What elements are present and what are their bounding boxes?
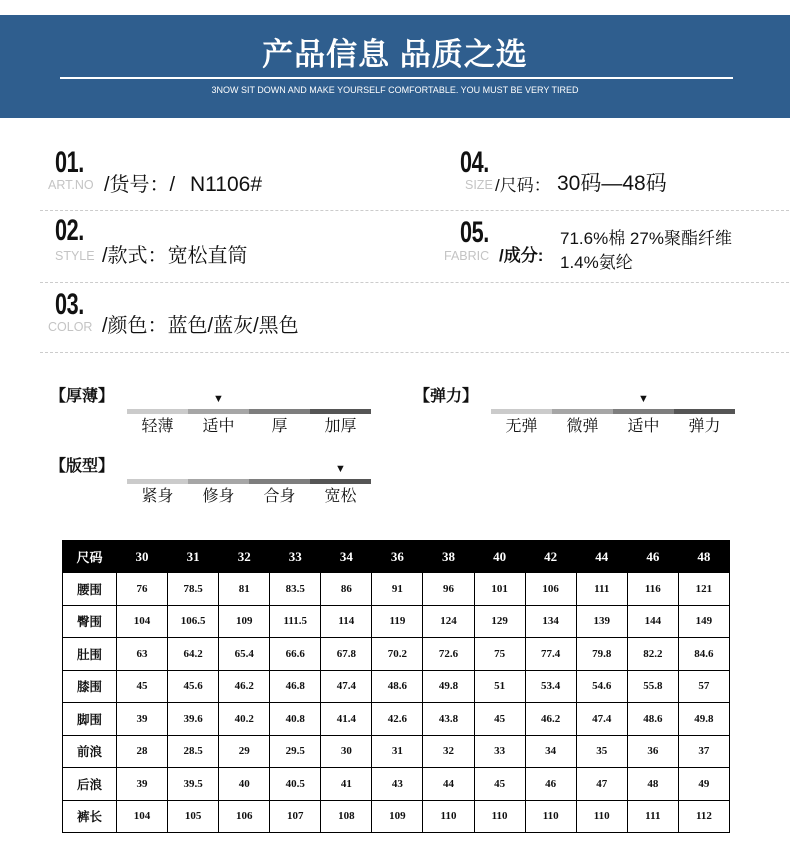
item-number-style: 02. [55,214,84,247]
table-cell: 111 [627,800,678,833]
rating-segment [249,479,310,484]
size-table [62,540,730,833]
rating-level-label: 轻薄 [141,418,174,435]
table-row-label: 裤长 [63,800,117,833]
table-cell: 106.5 [168,605,219,638]
rating-segment [674,409,735,414]
table-cell: 41.4 [321,703,372,736]
rating-bar [127,409,371,414]
rating-labels [127,417,371,437]
table-cell: 111 [576,573,627,606]
rating-segment [310,409,371,414]
table-cell: 53.4 [525,670,576,703]
table-cell: 34 [525,735,576,768]
rating-level-label: 弹力 [688,418,721,435]
header-divider [60,77,733,79]
style-english-label: STYLE [55,249,95,263]
art-no-label: /货号：/ [104,174,176,196]
size-value: 30码—48码 [557,172,667,195]
table-cell: 110 [423,800,474,833]
table-header-size: 40 [474,541,525,573]
table-cell: 101 [474,573,525,606]
table-cell: 37 [678,735,729,768]
table-cell: 105 [168,800,219,833]
rating-level-label: 加厚 [324,418,357,435]
color-english-label: COLOR [48,320,93,334]
table-cell: 110 [576,800,627,833]
table-cell: 39 [117,768,168,801]
table-cell: 106 [219,800,270,833]
table-cell: 81 [219,573,270,606]
table-cell: 119 [372,605,423,638]
table-cell: 39.5 [168,768,219,801]
rating-scale [49,388,371,435]
table-cell: 76 [117,573,168,606]
table-cell: 144 [627,605,678,638]
table-cell: 116 [627,573,678,606]
rating-segment [613,409,674,414]
table-cell: 70.2 [372,638,423,671]
rating-bar [491,409,735,414]
table-cell: 48.6 [627,703,678,736]
table-cell: 110 [525,800,576,833]
table-cell: 124 [423,605,474,638]
rating-level-label: 紧身 [141,488,174,505]
table-cell: 107 [270,800,321,833]
table-cell: 28 [117,735,168,768]
table-header-size: 36 [372,541,423,573]
table-cell: 31 [372,735,423,768]
size-english-label: SIZE [465,178,493,192]
table-cell: 45 [474,703,525,736]
table-cell: 47.4 [576,703,627,736]
table-cell: 109 [219,605,270,638]
table-cell: 104 [117,800,168,833]
table-header-size: 34 [321,541,372,573]
table-cell: 49.8 [678,703,729,736]
table-cell: 47.4 [321,670,372,703]
item-number-size: 04. [460,146,489,179]
item-number-color: 03. [55,288,84,321]
table-cell: 114 [321,605,372,638]
table-cell: 55.8 [627,670,678,703]
rating-level-label: 宽松 [324,488,357,505]
table-cell: 77.4 [525,638,576,671]
rating-title: 【弹力】 [413,388,478,405]
rating-level-label: 适中 [202,418,235,435]
rating-segment [188,409,249,414]
table-row [63,573,730,606]
table-cell: 121 [678,573,729,606]
table-header-size: 46 [627,541,678,573]
table-row [63,768,730,801]
table-cell: 28.5 [168,735,219,768]
table-cell: 42.6 [372,703,423,736]
table-cell: 109 [372,800,423,833]
table-cell: 45 [474,768,525,801]
table-header-size: 42 [525,541,576,573]
header-subtitle: 3NOW SIT DOWN AND MAKE YOURSELF COMFORTABLE. YOU MUST BE VERY TIRED [211,85,579,95]
table-header-size: 38 [423,541,474,573]
table-cell: 49.8 [423,670,474,703]
rating-level-label: 无弹 [505,418,538,435]
table-row-label: 前浪 [63,735,117,768]
color-value: 蓝色/蓝灰/黑色 [167,315,299,337]
rating-segment [188,479,249,484]
item-number-fabric: 05. [460,216,489,249]
table-cell: 96 [423,573,474,606]
table-cell: 48 [627,768,678,801]
table-cell: 33 [474,735,525,768]
dashed-divider [40,352,789,353]
art-no-english-label: ART.NO [48,178,94,192]
fabric-label: /成分: [499,246,544,265]
table-cell: 46.2 [219,670,270,703]
table-cell: 46.2 [525,703,576,736]
table-cell: 43.8 [423,703,474,736]
table-cell: 84.6 [678,638,729,671]
rating-segment [310,479,371,484]
table-row [63,638,730,671]
table-cell: 36 [627,735,678,768]
table-cell: 44 [423,768,474,801]
rating-labels [127,487,371,507]
table-cell: 139 [576,605,627,638]
table-cell: 29.5 [270,735,321,768]
table-cell: 111.5 [270,605,321,638]
table-cell: 29 [219,735,270,768]
table-header-size: 31 [168,541,219,573]
table-cell: 54.6 [576,670,627,703]
size-label: /尺码： [495,176,551,195]
fabric-english-label: FABRIC [444,249,490,263]
table-header-size: 32 [219,541,270,573]
rating-segment [552,409,613,414]
table-row-label: 膝围 [63,670,117,703]
table-row [63,735,730,768]
table-cell: 46 [525,768,576,801]
table-cell: 134 [525,605,576,638]
rating-segment [491,409,552,414]
table-cell: 47 [576,768,627,801]
color-label: /颜色： [102,315,168,337]
table-cell: 110 [474,800,525,833]
table-header-size: 44 [576,541,627,573]
triangle-down-icon: ▼ [335,463,346,475]
table-cell: 75 [474,638,525,671]
table-cell: 86 [321,573,372,606]
table-cell: 51 [474,670,525,703]
dashed-divider [40,210,789,211]
table-cell: 112 [678,800,729,833]
table-cell: 83.5 [270,573,321,606]
table-cell: 67.8 [321,638,372,671]
table-cell: 40.2 [219,703,270,736]
table-cell: 39 [117,703,168,736]
table-cell: 106 [525,573,576,606]
rating-title: 【厚薄】 [49,388,114,405]
table-cell: 79.8 [576,638,627,671]
table-header-size: 48 [678,541,729,573]
triangle-down-icon: ▼ [638,393,649,405]
rating-segment [249,409,310,414]
rating-level-label: 厚 [271,418,288,435]
table-row [63,703,730,736]
table-cell: 66.6 [270,638,321,671]
rating-bar [127,479,371,484]
table-row-label: 后浪 [63,768,117,801]
table-cell: 45.6 [168,670,219,703]
rating-scale [413,388,735,435]
style-value: 宽松直筒 [167,245,248,267]
rating-segment [127,479,188,484]
rating-level-label: 适中 [627,418,660,435]
page-title: 产品信息 品质之选 [262,37,528,72]
table-cell: 43 [372,768,423,801]
table-row [63,605,730,638]
table-row [63,670,730,703]
table-cell: 57 [678,670,729,703]
table-cell: 40.8 [270,703,321,736]
table-row [63,800,730,833]
table-cell: 32 [423,735,474,768]
rating-scale [49,458,371,505]
fabric-value-line: 1.4%氨纶 [560,253,633,272]
table-cell: 46.8 [270,670,321,703]
table-header-size: 30 [117,541,168,573]
rating-level-label: 合身 [263,488,296,505]
color-line [102,314,299,338]
table-row-label: 脚围 [63,703,117,736]
rating-segment [127,409,188,414]
rating-title: 【版型】 [49,458,114,475]
table-header-label: 尺码 [63,541,117,573]
table-cell: 104 [117,605,168,638]
rating-level-label: 微弹 [566,418,599,435]
table-cell: 63 [117,638,168,671]
table-cell: 82.2 [627,638,678,671]
table-cell: 108 [321,800,372,833]
triangle-down-icon: ▼ [213,393,224,405]
table-row-label: 臀围 [63,605,117,638]
art-no-value: N1106# [190,173,263,196]
style-line [102,244,248,268]
table-cell: 39.6 [168,703,219,736]
fabric-value-line: 71.6%棉 27%聚酯纤维 [560,229,732,248]
table-row-label: 腰围 [63,573,117,606]
table-cell: 35 [576,735,627,768]
table-cell: 30 [321,735,372,768]
table-cell: 45 [117,670,168,703]
table-cell: 91 [372,573,423,606]
table-cell: 72.6 [423,638,474,671]
rating-labels [491,417,735,437]
table-cell: 65.4 [219,638,270,671]
table-cell: 78.5 [168,573,219,606]
table-cell: 40 [219,768,270,801]
style-label: /款式： [102,245,168,267]
table-header-row [63,541,730,573]
table-cell: 64.2 [168,638,219,671]
table-cell: 49 [678,768,729,801]
header-band [0,15,790,118]
table-header-size: 33 [270,541,321,573]
table-cell: 48.6 [372,670,423,703]
table-cell: 41 [321,768,372,801]
table-cell: 149 [678,605,729,638]
table-cell: 40.5 [270,768,321,801]
table-row-label: 肚围 [63,638,117,671]
dashed-divider [40,282,789,283]
rating-level-label: 修身 [202,488,235,505]
item-number-art-no: 01. [55,146,84,179]
table-cell: 129 [474,605,525,638]
